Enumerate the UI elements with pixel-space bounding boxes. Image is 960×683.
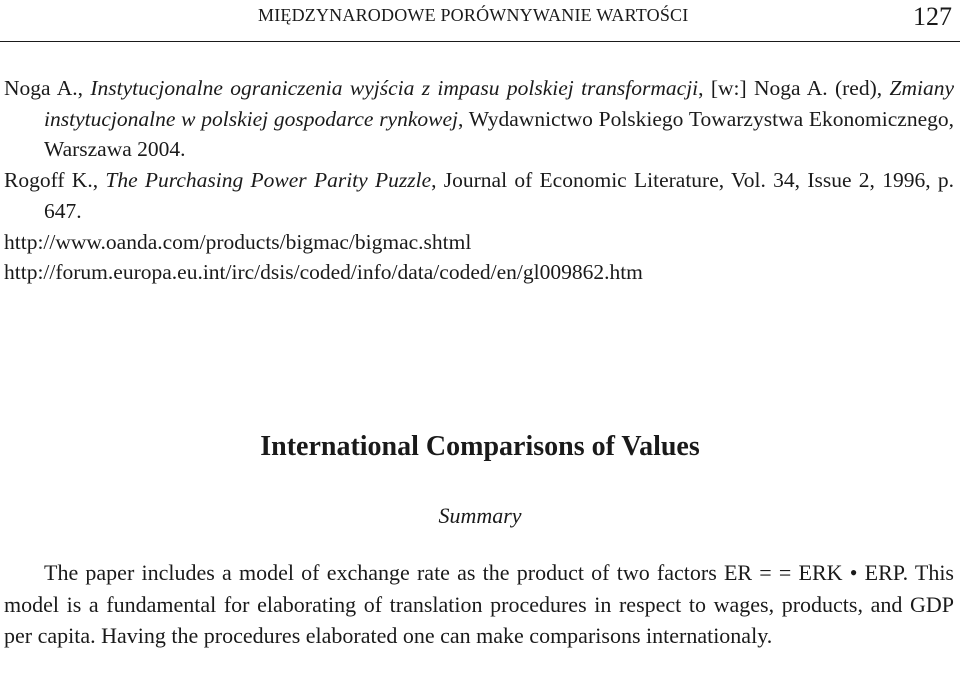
reference-url: http://www.oanda.com/products/bigmac/bigmac.shtml: [4, 229, 472, 254]
page-header: [0, 0, 960, 42]
header-rule: [0, 41, 960, 42]
reference-entry: [4, 165, 954, 226]
reference-title: The Purchasing Power Parity Puzzle: [105, 168, 432, 193]
reference-entry: [4, 73, 954, 165]
reference-author: Rogoff K.,: [4, 168, 106, 193]
reference-text: , [w:] Noga A. (red),: [698, 76, 890, 100]
running-title: MIĘDZYNARODOWE PORÓWNYWANIE WARTOŚCI: [258, 5, 689, 25]
reference-publisher: , Wydawnictwo Polskiego Towarzystwa Ekonomicznego, Warszawa 2004.: [44, 106, 954, 162]
summary-label: Summary: [438, 503, 522, 528]
english-title: International Comparisons of Values: [260, 431, 700, 462]
reference-url: http://forum.europa.eu.int/irc/dsis/coded/info/data/coded/en/gl009862.htm: [4, 260, 643, 285]
reference-book-title: Zmiany instytucjonalne w polskiej gospodarce rynkowej: [44, 76, 954, 131]
reference-author: Noga A.,: [4, 76, 91, 100]
reference-journal: , Journal of Economic Literature, Vol. 34, Issue 2, 1996, p. 647.: [44, 168, 954, 223]
reference-title: Instytucjonalne ograniczenia wyjścia z impasu polskiej transformacji: [90, 76, 699, 100]
abstract-paragraph: The paper includes a model of exchange rate as the product of two factors ER = = ERK • ERP. This model is a fundamental for elaborating of translation procedures in respect to wages, products, and GDP per capita. Having the procedures elaborated one can make comparisons internationaly.: [4, 560, 954, 648]
bibliography: [4, 73, 954, 288]
page-number: 127: [913, 2, 952, 31]
abstract: [4, 557, 954, 652]
